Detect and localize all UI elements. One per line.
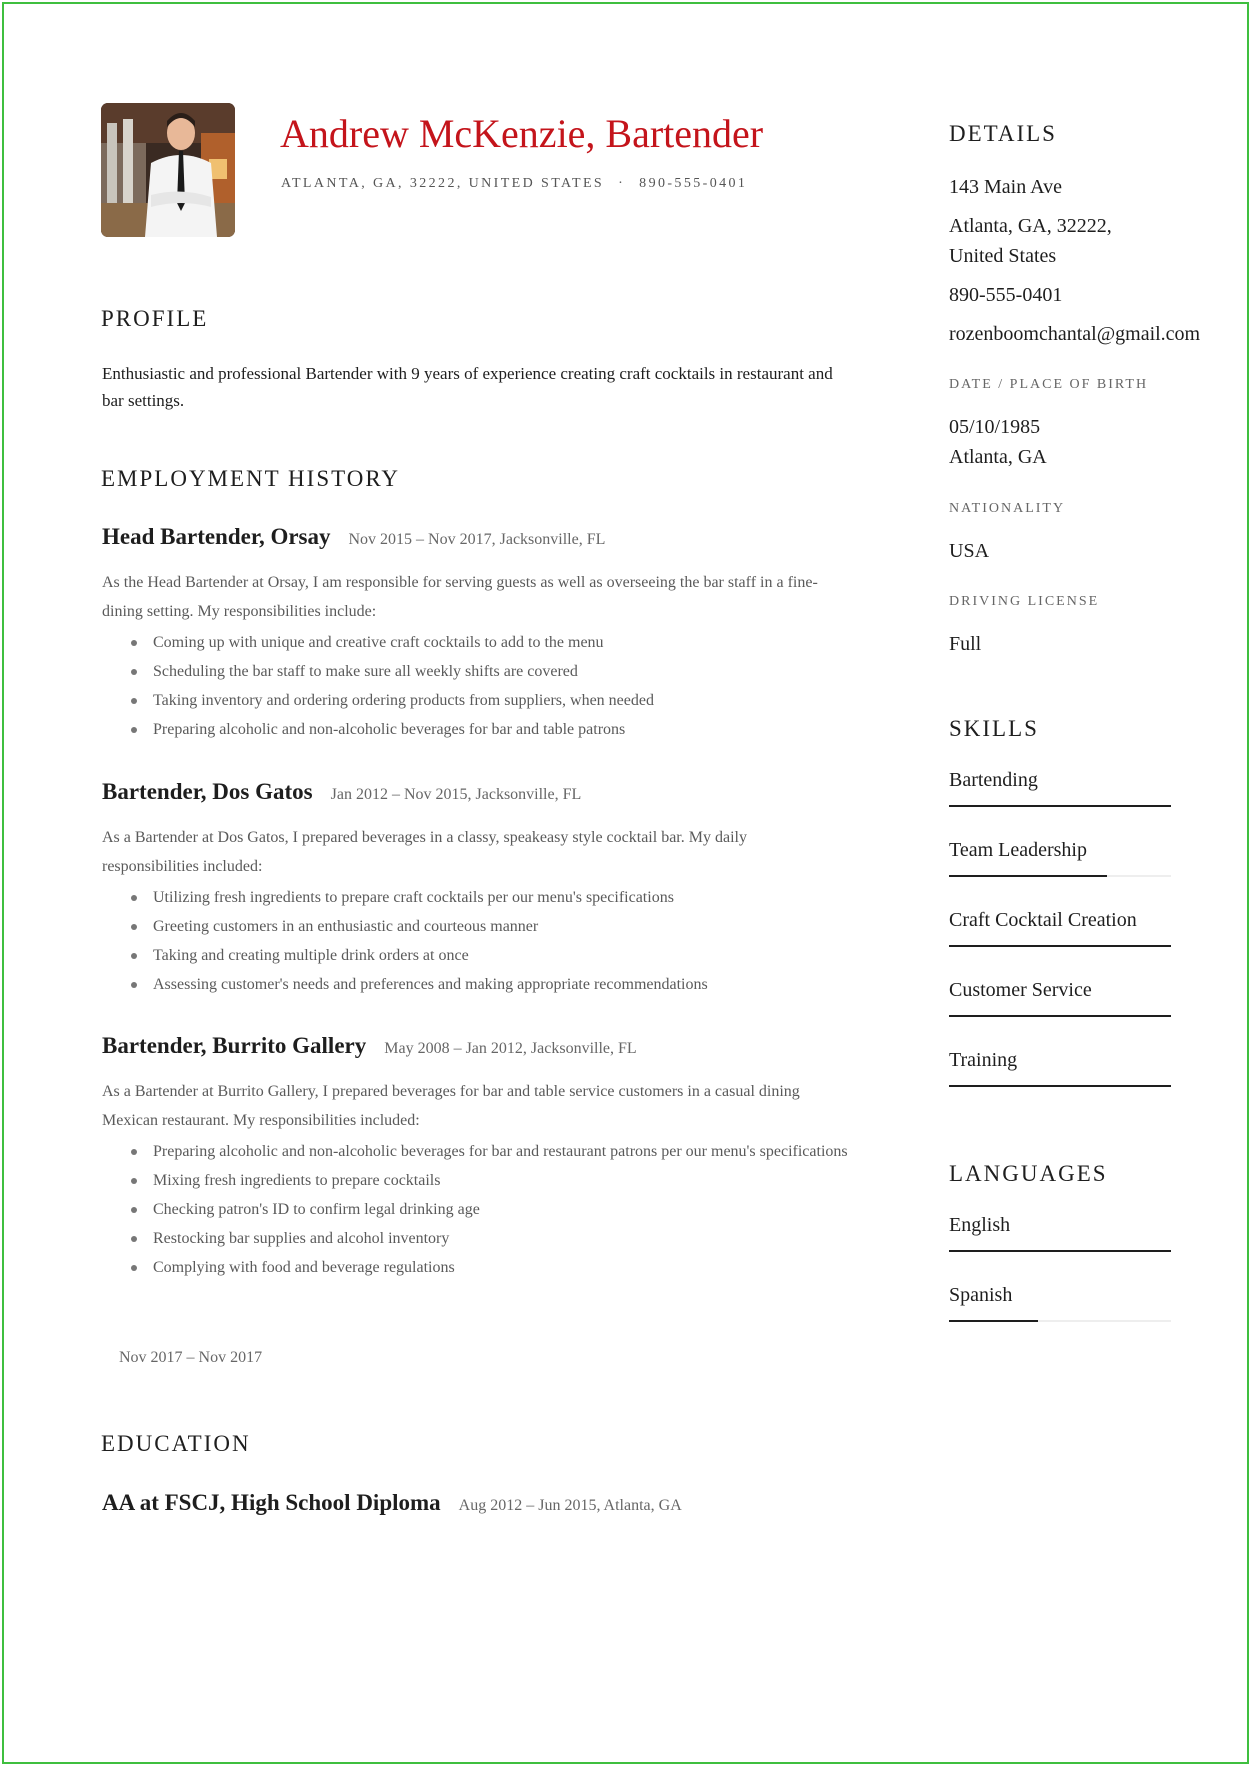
list-item: Assessing customer's needs and preferences and making appropriate recommendations (153, 970, 837, 999)
skill-name: Team Leadership (949, 839, 1087, 861)
list-item: Utilizing fresh ingredients to prepare craft cocktails per our menu's specifications (153, 883, 837, 912)
details-email[interactable]: rozenboomchantal@gmail.com (949, 323, 1201, 345)
job-title: Head Bartender, Orsay (102, 524, 331, 549)
header-phone: 890-555-0401 (639, 176, 748, 191)
list-item: Scheduling the bar staff to make sure all weekly shifts are covered (153, 657, 837, 686)
list-item: Preparing alcoholic and non-alcoholic beverages for bar and table patrons (153, 715, 837, 744)
job-responsibilities (102, 628, 837, 744)
birth-date: 05/10/1985 (949, 416, 1041, 438)
job-title: Bartender, Burrito Gallery (102, 1033, 367, 1058)
job-responsibilities (102, 1137, 853, 1282)
skill-name: Craft Cocktail Creation (949, 909, 1137, 931)
skill-level-bar (949, 945, 1171, 947)
job-entry (102, 1033, 848, 1282)
skill-level-bar (949, 1085, 1171, 1087)
details-city: Atlanta, GA, 32222, (949, 215, 1112, 237)
language-level-bar (949, 1320, 1171, 1322)
list-item: Mixing fresh ingredients to prepare cocktails (153, 1166, 853, 1195)
job-description: As a Bartender at Dos Gatos, I prepared beverages in a classy, speakeasy style cocktail bar. My daily responsibilities included: (102, 829, 747, 875)
license-value: Full (949, 633, 982, 655)
list-item: Preparing alcoholic and non-alcoholic beverages for bar and restaurant patrons per our menu's specifications (153, 1137, 853, 1166)
skill-name: Customer Service (949, 979, 1092, 1001)
job-date: Jan 2012 – Nov 2015, Jacksonville, FL (330, 786, 582, 803)
skill-level-fill (949, 1085, 1171, 1087)
skill-item (949, 839, 1171, 862)
list-item: Restocking bar supplies and alcohol inventory (153, 1224, 853, 1253)
employment-section-title: EMPLOYMENT HISTORY (101, 466, 401, 491)
details-section-title: DETAILS (949, 121, 1057, 146)
details-city-block (949, 211, 1249, 271)
details-phone-block (949, 280, 1249, 310)
language-level-fill (949, 1320, 1038, 1322)
birth-place: Atlanta, GA (949, 446, 1047, 468)
languages-section-title: LANGUAGES (949, 1161, 1108, 1186)
skill-level-bar (949, 1015, 1171, 1017)
details-country: United States (949, 245, 1057, 267)
list-item: Coming up with unique and creative craft cocktails to add to the menu (153, 628, 837, 657)
list-item: Greeting customers in an enthusiastic and courteous manner (153, 912, 837, 941)
details-address (949, 172, 1249, 202)
profile-section-title: PROFILE (101, 306, 209, 331)
list-item: Checking patron's ID to confirm legal drinking age (153, 1195, 853, 1224)
profile-photo (101, 103, 235, 237)
education-entry (102, 1490, 837, 1516)
license-block (949, 629, 1249, 659)
nationality-label: NATIONALITY (949, 501, 1066, 516)
job-description: As a Bartender at Burrito Gallery, I prepared beverages for bar and table service customers in a casual dining Mexican restaurant. My responsibilities included: (102, 1083, 800, 1129)
nationality-block (949, 536, 1249, 566)
skill-name: Training (949, 1049, 1018, 1071)
language-level-bar (949, 1250, 1171, 1252)
language-item (949, 1284, 1171, 1307)
skill-level-fill (949, 945, 1171, 947)
skill-item (949, 1049, 1171, 1072)
details-street: 143 Main Ave (949, 176, 1062, 198)
skill-level-fill (949, 805, 1171, 807)
extra-date-range: Nov 2017 – Nov 2017 (119, 1349, 263, 1366)
job-responsibilities (102, 883, 837, 999)
language-item (949, 1214, 1171, 1237)
skill-item (949, 979, 1171, 1002)
candidate-name: Andrew McKenzie, Bartender (280, 111, 764, 156)
language-name: English (949, 1214, 1011, 1236)
header-location: ATLANTA, GA, 32222, UNITED STATES (281, 176, 605, 191)
bartender-portrait-image (101, 103, 235, 237)
list-item: Complying with food and beverage regulations (153, 1253, 853, 1282)
details-email-block (949, 319, 1249, 349)
skill-level-bar (949, 805, 1171, 807)
job-date: May 2008 – Jan 2012, Jacksonville, FL (384, 1040, 637, 1057)
profile-text: Enthusiastic and professional Bartender with 9 years of experience creating craft cocktails in restaurant and bar settings. (102, 364, 833, 410)
header-separator: · (618, 176, 626, 191)
skill-item (949, 909, 1171, 932)
language-name: Spanish (949, 1284, 1013, 1306)
skill-level-bar (949, 875, 1171, 877)
details-phone: 890-555-0401 (949, 284, 1063, 306)
skill-level-fill (949, 1015, 1171, 1017)
nationality-value: USA (949, 540, 990, 562)
skill-name: Bartending (949, 769, 1038, 791)
resume-page (2, 2, 1249, 1764)
license-label: DRIVING LICENSE (949, 594, 1100, 609)
skill-item (949, 769, 1171, 792)
education-title: AA at FSCJ, High School Diploma (102, 1490, 441, 1515)
birth-block (949, 412, 1249, 472)
job-entry (102, 779, 837, 999)
education-date: Aug 2012 – Jun 2015, Atlanta, GA (458, 1497, 682, 1514)
job-date: Nov 2015 – Nov 2017, Jacksonville, FL (348, 531, 606, 548)
header-contact (281, 176, 747, 192)
education-section-title: EDUCATION (101, 1431, 251, 1456)
skill-level-fill (949, 875, 1107, 877)
list-item: Taking inventory and ordering ordering products from suppliers, when needed (153, 686, 837, 715)
language-level-fill (949, 1250, 1171, 1252)
job-entry (102, 524, 837, 744)
list-item: Taking and creating multiple drink orders at once (153, 941, 837, 970)
job-description: As the Head Bartender at Orsay, I am responsible for serving guests as well as overseeing the bar staff in a fine-dining setting. My responsibilities include: (102, 574, 818, 620)
birth-label: DATE / PLACE OF BIRTH (949, 377, 1149, 392)
job-title: Bartender, Dos Gatos (102, 779, 313, 804)
skills-section-title: SKILLS (949, 716, 1039, 741)
